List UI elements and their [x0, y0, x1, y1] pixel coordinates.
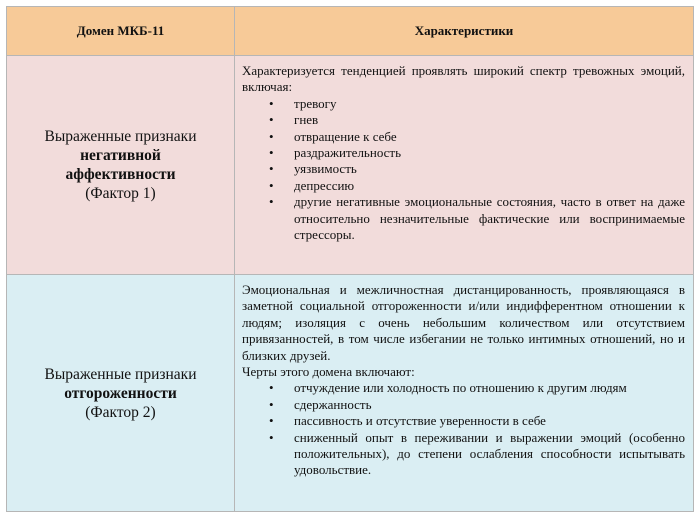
- characteristics-cell-factor-1: [235, 56, 694, 275]
- list-item: • сниженный опыт в переживании и выражении эмоций (особенно положительных), до степени ослабления способности испытывать удовольствие.: [242, 430, 685, 479]
- characteristics-cell-factor-2: [235, 275, 694, 512]
- list-item: • сдержанность: [242, 397, 685, 413]
- header-characteristics: Характеристики: [235, 7, 694, 56]
- header-row: [7, 7, 694, 56]
- domain-cell-factor-2: [7, 275, 235, 512]
- header-domain: Домен МКБ-11: [7, 7, 235, 56]
- list-item: • другие негативные эмоциональные состояния, часто в ответ на даже относительно незначительные фактические или воспринимаемые стрессоры.: [242, 194, 685, 243]
- icd11-domains-table: [6, 6, 694, 512]
- characteristics-intro: Эмоциональная и межличностная дистанцированность, проявляющаяся в заметной социальной отгороженности и/или индифферентном отношении к людям; изоляция с очень небольшим количеством или отсутствием привязанностей, в том числе избегании не только интимных отношений, но и близких друзей.: [242, 282, 685, 363]
- traits-list: [242, 96, 685, 244]
- factor-label: (Фактор 1): [85, 185, 156, 202]
- characteristics-intro: Характеризуется тенденцией проявлять широкий спектр тревожных эмоций, включая:: [242, 63, 685, 95]
- list-item: • тревогу: [242, 96, 685, 112]
- list-item: • отчуждение или холодность по отношению к другим людям: [242, 380, 685, 396]
- list-item: • пассивность и отсутствие уверенности в себе: [242, 413, 685, 429]
- domain-title: Выраженные признаки: [44, 128, 197, 145]
- domain-title-bold: аффективности: [65, 166, 176, 183]
- table-row: [7, 56, 694, 275]
- list-item: • отвращение к себе: [242, 129, 685, 145]
- list-item: • раздражительность: [242, 145, 685, 161]
- list-item: • гнев: [242, 112, 685, 128]
- domain-title-bold: отгороженности: [64, 384, 177, 402]
- domain-cell-factor-1: [7, 56, 235, 275]
- table-row: [7, 275, 694, 512]
- traits-list: [242, 380, 685, 478]
- domain-title: Выраженные признаки: [44, 365, 197, 383]
- characteristics-subheading: Черты этого домена включают:: [242, 364, 415, 380]
- list-item: • уязвимость: [242, 161, 685, 177]
- domain-title-bold: негативной: [80, 147, 161, 164]
- list-item: • депрессию: [242, 178, 685, 194]
- factor-label: (Фактор 2): [85, 403, 156, 421]
